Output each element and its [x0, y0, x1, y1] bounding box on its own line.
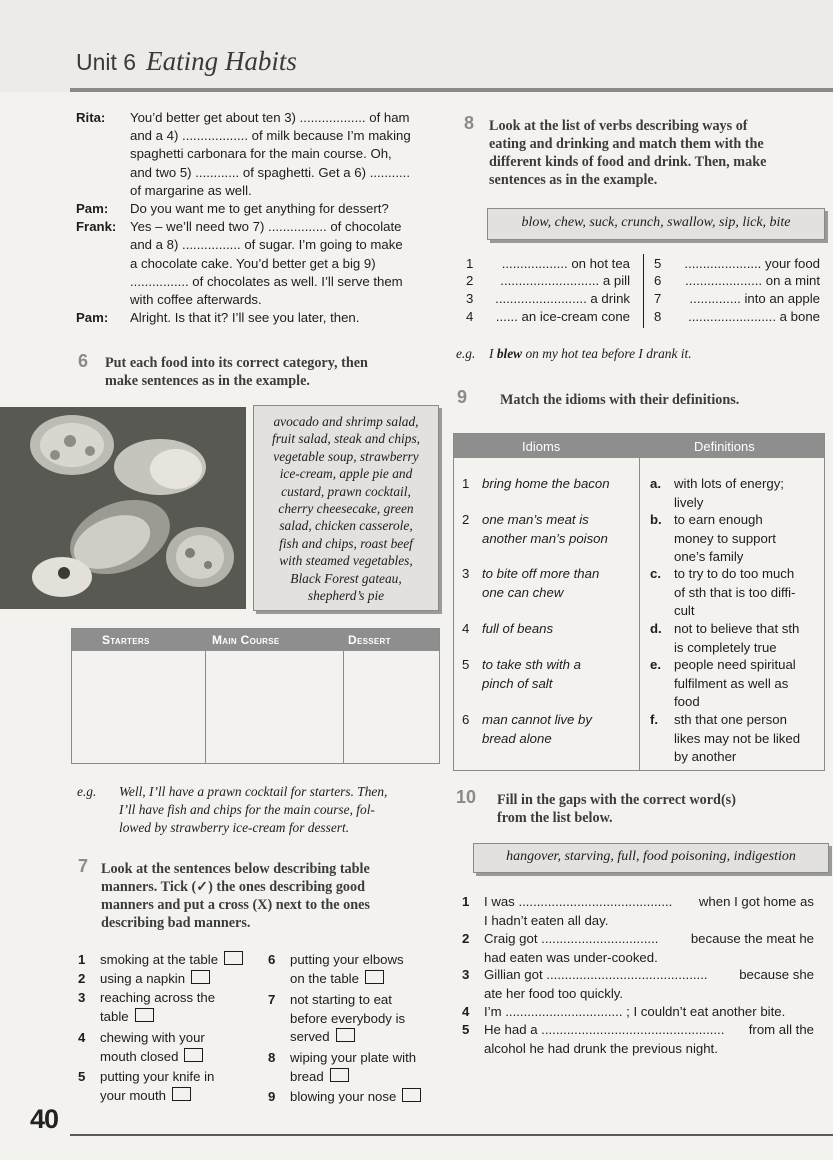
item-number: 8	[268, 1050, 276, 1065]
tick-box[interactable]	[336, 1028, 355, 1042]
item-number: 1	[462, 476, 470, 491]
item-text: I hadn’t eaten all day.	[484, 912, 609, 928]
example-sentence	[489, 345, 809, 363]
food-line: fish and chips, roast beef	[279, 535, 413, 551]
item-text: ......................... a drink	[495, 291, 630, 306]
example-verb: blew	[496, 346, 523, 361]
item-text: wiping your plate with	[290, 1050, 417, 1065]
food-line: fruit salad, steak and chips,	[271, 431, 421, 447]
item-text: chewing with your	[100, 1030, 205, 1045]
tick-box[interactable]	[184, 1048, 203, 1062]
idiom-text: to take sth with a	[482, 657, 581, 672]
verb-match-1	[466, 255, 636, 272]
speaker: Frank:	[76, 219, 117, 235]
example-sentence	[119, 783, 449, 837]
item-text: I was ..........................................	[484, 894, 673, 909]
definition-text: one’s family	[674, 549, 744, 564]
tick-box[interactable]	[172, 1087, 191, 1101]
exercise-10-instructions	[497, 791, 817, 827]
unit-title: Eating Habits	[146, 46, 297, 76]
item-text: reaching across the	[100, 990, 216, 1005]
verb-match-4	[466, 308, 636, 325]
instruction-line: Put each food into its correct category, then	[105, 355, 368, 371]
idiom-text: another man’s poison	[482, 530, 608, 546]
exercise-7-number: 7	[78, 856, 89, 876]
item-text: served	[290, 1029, 330, 1044]
item-text: ..................... your food	[684, 256, 820, 271]
instruction-line: from the list below.	[497, 810, 613, 826]
definition-text: with lots of energy;	[674, 476, 784, 491]
match-divider	[643, 254, 644, 328]
item-text: because the meat he	[690, 931, 814, 946]
item-text: ate her food too quickly.	[484, 985, 624, 1001]
instruction-line: Fill in the gaps with the correct word(s)	[497, 792, 736, 808]
verbs-list: blow, chew, suck, crunch, swallow, sip, lick, bite	[521, 215, 791, 230]
exercise-7-instructions	[101, 860, 446, 932]
food-photo	[0, 407, 246, 609]
exercise-6-number: 6	[78, 351, 89, 371]
item-letter: d.	[650, 621, 662, 636]
food-line: Black Forest gateau,	[290, 570, 402, 586]
speaker: Rita:	[76, 110, 106, 125]
item-number: 5	[78, 1069, 86, 1084]
item-number: 5	[654, 256, 662, 271]
item-text: your mouth	[100, 1087, 166, 1103]
exercise-9-number: 9	[457, 387, 468, 407]
definition-text: people need spiritual	[674, 657, 796, 672]
verb-match-6	[654, 272, 820, 289]
unit-heading	[76, 46, 297, 77]
food-line: ice-cream, apple pie and	[279, 466, 413, 482]
idioms-divider	[639, 458, 640, 770]
food-line: with steamed vegetables,	[279, 553, 413, 569]
exercise-6-instructions	[105, 354, 445, 390]
idiom-text: full of beans	[482, 621, 554, 636]
column-definitions: Definitions	[694, 439, 755, 454]
exercise-8-number: 8	[464, 113, 475, 133]
dialogue-turn	[76, 309, 442, 327]
item-letter: f.	[650, 712, 659, 727]
definition-text: food	[674, 694, 700, 709]
speech-line: Alright. Is that it? I’ll see you later, then.	[130, 310, 360, 326]
item-number: 3	[466, 291, 474, 306]
item-number: 1	[78, 952, 86, 967]
instruction-line: eating and drinking and match them with the	[489, 136, 764, 152]
idiom-text: bring home the bacon	[482, 476, 610, 491]
speech-line: spaghetti carbonara for the main course. Oh,	[130, 146, 392, 162]
definition-text: lively	[674, 494, 704, 510]
item-number: 2	[462, 512, 470, 527]
item-number: 2	[462, 931, 470, 946]
definition-text: is completely true	[674, 639, 777, 655]
column-main-course: Main Course	[212, 633, 280, 647]
speech-line: with coffee afterwards.	[130, 292, 262, 308]
item-number: 6	[462, 712, 470, 727]
speech-line: and two 5) ............ of spaghetti. Get a 6) ...........	[130, 164, 410, 180]
item-text: ..................... on a mint	[685, 273, 820, 288]
item-number: 9	[268, 1089, 276, 1104]
food-list-box	[253, 405, 439, 611]
instruction-line: manners. Tick (✓) the ones describing good	[101, 879, 365, 895]
words-list: hangover, starving, full, food poisoning, indigestion	[506, 849, 796, 864]
idiom-text: pinch of salt	[482, 675, 553, 691]
verb-match-5	[654, 255, 820, 272]
speech-line: ................ of chocolates as well. I’ll serve them	[130, 273, 403, 289]
item-text: not starting to eat	[290, 992, 392, 1007]
idiom-text: man cannot live by	[482, 712, 592, 727]
food-line: avocado and shrimp salad,	[273, 414, 419, 429]
item-number: 8	[654, 309, 662, 324]
item-text: putting your knife in	[100, 1069, 215, 1084]
tick-box[interactable]	[402, 1088, 421, 1102]
starters-cell[interactable]	[72, 651, 206, 763]
exercise-10-number: 10	[456, 787, 477, 807]
unit-number: Unit 6	[76, 49, 137, 75]
item-text: when I got home as	[698, 894, 814, 909]
dialogue-turn	[76, 109, 442, 200]
column-starters: Starters	[102, 633, 150, 647]
idioms-table-header	[454, 434, 824, 458]
item-number: 4	[462, 1004, 470, 1019]
page-number: 40	[30, 1104, 59, 1134]
header-rule	[70, 88, 833, 92]
item-number: 1	[466, 256, 474, 271]
speech-line: and a 8) ................ of sugar. I’m going to make	[130, 237, 403, 253]
tick-box[interactable]	[224, 951, 243, 965]
speech	[130, 109, 442, 200]
dialogue-turn	[76, 218, 442, 309]
instruction-line: Look at the list of verbs describing ways of	[489, 118, 748, 134]
exercise-9-instructions: Match the idioms with their definitions.	[500, 392, 740, 408]
definition-text: of sth that is too diffi-	[674, 584, 796, 600]
tick-box[interactable]	[365, 970, 384, 984]
instruction-line: describing bad manners.	[101, 915, 251, 931]
item-number: 4	[462, 621, 470, 636]
idiom-text: one can chew	[482, 584, 564, 600]
tick-box[interactable]	[191, 970, 210, 984]
item-letter: e.	[650, 657, 661, 672]
definition-text: cult	[674, 603, 695, 618]
speech-line: a chocolate cake. You’d better get a big 9)	[130, 255, 376, 271]
item-text: putting your elbows	[290, 952, 404, 967]
item-number: 6	[654, 273, 662, 288]
speech-line: Yes – we’ll need two 7) ................ of chocolate	[130, 219, 402, 235]
instruction-line: manners and put a cross (X) next to the ones	[101, 897, 370, 913]
item-number: 7	[268, 992, 276, 1007]
idiom-text: one man’s meat is	[482, 512, 589, 527]
item-text: before everybody is	[290, 1010, 406, 1026]
tick-box[interactable]	[330, 1068, 349, 1082]
item-text: using a napkin	[100, 971, 186, 986]
footer-rule	[70, 1134, 833, 1136]
speech-line: of margarine as well.	[130, 182, 252, 198]
item-text: on the table	[290, 970, 359, 986]
item-text: ........................... a pill	[500, 273, 630, 288]
column-idioms: Idioms	[522, 439, 561, 454]
item-text: because she	[739, 967, 814, 982]
instruction-line: Look at the sentences below describing table	[101, 861, 370, 877]
item-text: alcohol he had drunk the previous night.	[484, 1040, 718, 1056]
item-number: 3	[462, 967, 470, 982]
idiom-text: bread alone	[482, 730, 552, 746]
food-list	[260, 413, 432, 604]
speech-line: Do you want me to get anything for dessert?	[130, 201, 389, 217]
category-table-header	[72, 629, 439, 651]
speech-line: You’d better get about ten 3) .................. of ham	[130, 110, 410, 125]
item-text: mouth closed	[100, 1048, 179, 1064]
verb-match-3	[466, 290, 636, 307]
item-number: 7	[654, 291, 662, 306]
ex8-example: I blew on my hot tea before I drank it.	[489, 346, 692, 361]
definition-text: to earn enough	[674, 512, 763, 527]
item-number: 5	[462, 1022, 470, 1037]
verb-match-8	[654, 308, 820, 325]
instruction-line: different kinds of food and drink. Then, make	[489, 154, 767, 170]
item-text: Gillian got ............................................	[484, 967, 708, 982]
item-number: 3	[78, 990, 86, 1005]
instruction-line: make sentences as in the example.	[105, 373, 310, 389]
definition-text: money to support	[674, 530, 776, 546]
example-label: e.g.	[77, 784, 97, 799]
example-line: lowed by strawberry ice-cream for dessert.	[119, 820, 350, 835]
food-line: vegetable soup, strawberry	[273, 448, 419, 464]
example-label: e.g.	[456, 346, 476, 361]
item-text: Craig got ................................	[484, 931, 659, 946]
definition-text: to try to do too much	[674, 566, 795, 581]
words-box	[473, 843, 829, 873]
dialogue-turn	[76, 200, 442, 218]
item-number: 2	[78, 971, 86, 986]
item-number: 4	[466, 309, 474, 324]
speech	[130, 218, 442, 309]
verbs-box	[487, 208, 825, 240]
item-number: 6	[268, 952, 276, 967]
main-course-cell[interactable]	[206, 651, 344, 763]
verb-match-7	[654, 290, 820, 307]
category-table	[71, 628, 440, 764]
speech	[130, 200, 442, 218]
example-line: I’ll have fish and chips for the main course, fol-	[119, 802, 375, 817]
definition-text: by another	[674, 749, 737, 764]
item-text: bread	[290, 1068, 324, 1084]
definition-text: not to believe that sth	[674, 621, 800, 636]
item-text: table	[100, 1008, 129, 1024]
verb-match-2	[466, 272, 636, 289]
item-text: blowing your nose	[290, 1089, 397, 1104]
example-line: Well, I’ll have a prawn cocktail for starters. Then,	[119, 784, 388, 799]
item-letter: a.	[650, 476, 661, 491]
speech-line: and a 4) .................. of milk because I’m making	[130, 128, 411, 144]
exercise-8-instructions	[489, 117, 824, 189]
food-line: cherry cheesecake, green	[278, 501, 414, 517]
item-text: smoking at the table	[100, 952, 219, 967]
speech	[130, 309, 442, 327]
idiom-text: to bite off more than	[482, 566, 600, 581]
item-letter: b.	[650, 512, 662, 527]
item-text: .............. into an apple	[689, 291, 820, 306]
item-text: from all the	[748, 1022, 814, 1037]
food-line: custard, prawn cocktail,	[281, 483, 411, 499]
definition-text: likes may not be liked	[674, 730, 801, 746]
speaker: Pam:	[76, 201, 109, 217]
item-number: 1	[462, 894, 470, 909]
item-number: 3	[462, 566, 470, 581]
speaker: Pam:	[76, 310, 109, 326]
item-number: 5	[462, 657, 470, 672]
item-number: 2	[466, 273, 474, 288]
food-line: salad, chicken casserole,	[279, 518, 413, 534]
instruction-line: sentences as in the example.	[489, 172, 658, 188]
item-text: I’m ................................ ; I couldn’t eat another bite.	[484, 1004, 786, 1019]
item-text: had eaten was under-cooked.	[484, 949, 658, 965]
definition-text: sth that one person	[674, 712, 787, 727]
column-dessert: Dessert	[348, 633, 391, 647]
item-text: ...... an ice-cream cone	[495, 309, 630, 324]
item-letter: c.	[650, 566, 661, 581]
definition-text: fulfilment as well as	[674, 675, 789, 691]
item-text: .................. on hot tea	[501, 256, 630, 271]
dialogue	[76, 109, 442, 327]
item-text: ........................ a bone	[688, 309, 820, 324]
food-line: shepherd’s pie	[307, 588, 385, 604]
item-text: He had a ..................................................	[484, 1022, 725, 1037]
item-number: 4	[78, 1030, 86, 1045]
tick-box[interactable]	[135, 1008, 154, 1022]
